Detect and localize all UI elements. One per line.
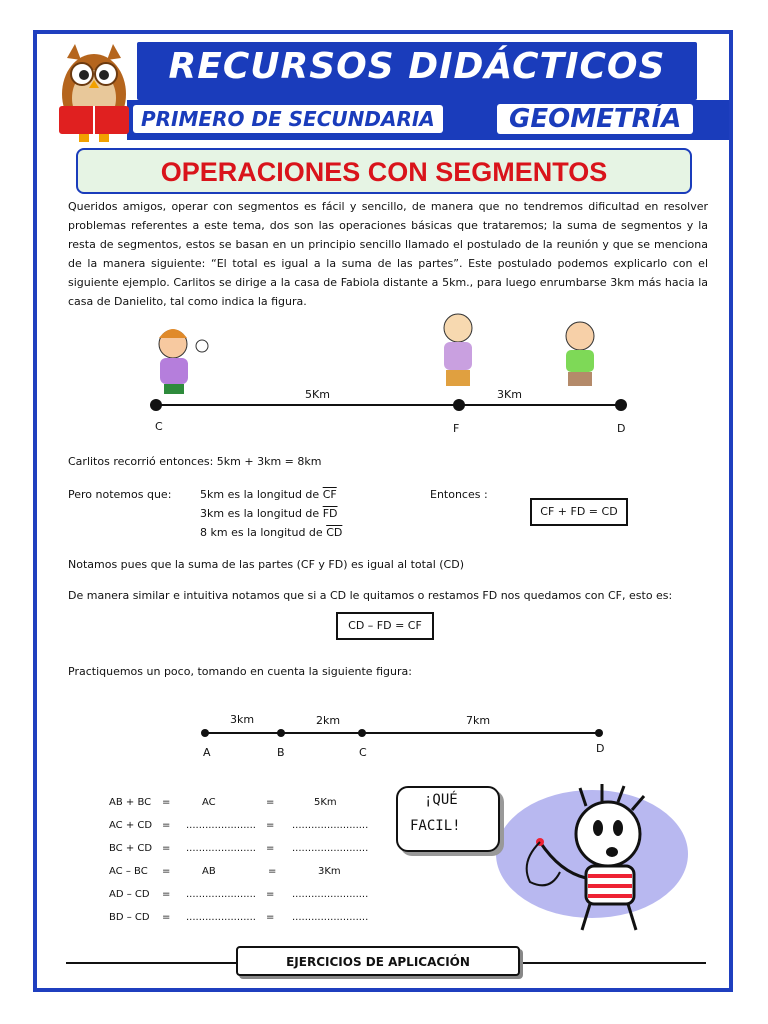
fig1-point-d: D (617, 422, 626, 435)
exercise-6-result[interactable]: ........................ (292, 912, 369, 923)
fig1-label-3km: 3Km (497, 388, 522, 401)
segment-figure-1 (140, 306, 640, 436)
exercise-3-expr: BC + CD (109, 843, 153, 854)
lesson-title-box (76, 148, 692, 194)
exercise-1-result: 5Km (314, 797, 337, 808)
fig1-point-f: F (453, 422, 460, 435)
header-level: PRIMERO DE SECUNDARIA (133, 105, 443, 133)
header-banner (37, 34, 729, 146)
fabiola-figure-icon (444, 314, 472, 386)
exercise-5-eq2: = (266, 889, 275, 900)
observation-2: De manera similar e intuitiva notamos que si a CD le quitamos o restamos FD nos quedamos con CF, esto es: (68, 589, 673, 602)
exercise-1-mid: AC (202, 797, 216, 808)
header-subject: GEOMETRÍA (497, 104, 693, 134)
banner-subject (467, 100, 729, 140)
segment-cf: $\overline{CF}$ (322, 488, 337, 501)
exercise-3-mid[interactable]: ...................... (186, 843, 256, 854)
exercise-1-eq2: = (266, 797, 275, 808)
note-line-1 (200, 488, 337, 501)
exercise-3-result[interactable]: ........................ (292, 843, 369, 854)
speech-bubble (396, 786, 500, 852)
carlitos-figure-icon (159, 329, 208, 394)
note-line-2-text: 3km es la longitud de (200, 507, 320, 520)
bubble-line-1: ¡QUÉ (424, 792, 458, 808)
segment-cd: $\overline{CD}$ (326, 526, 343, 539)
footer-label: EJERCICIOS DE APLICACIÓN (236, 946, 520, 976)
note-line-3-text: 8 km es la longitud de (200, 526, 323, 539)
fig2-label-3km: 3km (230, 713, 255, 726)
cartoon-kid-icon (490, 782, 690, 942)
then-label: Entonces : (430, 488, 488, 501)
fig2-point-c: C (359, 746, 367, 759)
exercise-4-result: 3Km (318, 866, 341, 877)
exercise-4-eq1: = (162, 866, 171, 877)
exercise-4-expr: AC – BC (109, 866, 148, 877)
exercise-2-eq1: = (162, 820, 171, 831)
exercise-5-expr: AD – CD (109, 889, 150, 900)
exercise-6-eq2: = (266, 912, 275, 923)
fig2-point-b: B (277, 746, 285, 759)
owl-mascot-icon (49, 36, 139, 146)
banner-title (137, 42, 697, 100)
segment-figure-2 (196, 724, 610, 744)
exercise-4-mid: AB (202, 866, 216, 877)
note-line-1-text: 5km es la longitud de (200, 488, 320, 501)
fig2-label-7km: 7km (466, 714, 491, 727)
danielito-figure-icon (566, 322, 594, 386)
notes-intro: Pero notemos que: (68, 488, 172, 501)
fig2-point-a: A (203, 746, 211, 759)
exercise-4-eq2: = (268, 866, 277, 877)
fig2-label-2km: 2km (316, 714, 341, 727)
exercise-1-eq1: = (162, 797, 171, 808)
formula-box-2: CD – FD = CF (336, 612, 434, 640)
exercise-6-mid[interactable]: ...................... (186, 912, 256, 923)
bubble-line-2: FACIL! (410, 818, 461, 834)
exercise-5-eq1: = (162, 889, 171, 900)
exercise-6-eq1: = (162, 912, 171, 923)
fig1-point-c: C (155, 420, 163, 433)
exercise-3-eq1: = (162, 843, 171, 854)
observation-1: Notamos pues que la suma de las partes (CF y FD) es igual al total (CD) (68, 558, 464, 571)
fig2-point-d: D (596, 742, 605, 755)
intro-paragraph: Queridos amigos, operar con segmentos es fácil y sencillo, de manera que no tendremos dificultad en resolver problemas referentes a este tema, dos son las operaciones básicas que trataremos; la suma de segmentos y la resta de segmentos, estos se basan en un principio sencillo llamado el postulado de la reunión y que se menciona de la manera siguiente: “El total es igual a la suma de las partes”. Este postulado podemos explicarlo con el siguiente ejemplo. Carlitos se dirige a la casa de Fabiola distante a 5km., para luego enrumbarse 3km más hacia la casa de Danielito, tal como indica la figura. (68, 200, 708, 308)
exercise-2-eq2: = (266, 820, 275, 831)
exercise-3-eq2: = (266, 843, 275, 854)
exercise-5-mid[interactable]: ...................... (186, 889, 256, 900)
header-title: RECURSOS DIDÁCTICOS (168, 46, 666, 87)
segment-fd: $\overline{FD}$ (322, 507, 338, 520)
practice-intro: Practiquemos un poco, tomando en cuenta la siguiente figura: (68, 665, 412, 678)
exercise-2-mid[interactable]: ...................... (186, 820, 256, 831)
note-line-3 (200, 526, 342, 539)
exercise-6-expr: BD – CD (109, 912, 150, 923)
exercise-5-result[interactable]: ........................ (292, 889, 369, 900)
banner-level (127, 100, 487, 140)
formula-box-1: CF + FD = CD (530, 498, 628, 526)
note-line-2 (200, 507, 338, 520)
lesson-title: OPERACIONES CON SEGMENTOS (160, 157, 608, 187)
exercise-2-expr: AC + CD (109, 820, 153, 831)
exercise-2-result[interactable]: ........................ (292, 820, 369, 831)
fig1-label-5km: 5Km (305, 388, 330, 401)
sum-text: Carlitos recorrió entonces: 5km + 3km = 8km (68, 455, 322, 468)
exercise-1-expr: AB + BC (109, 797, 152, 808)
